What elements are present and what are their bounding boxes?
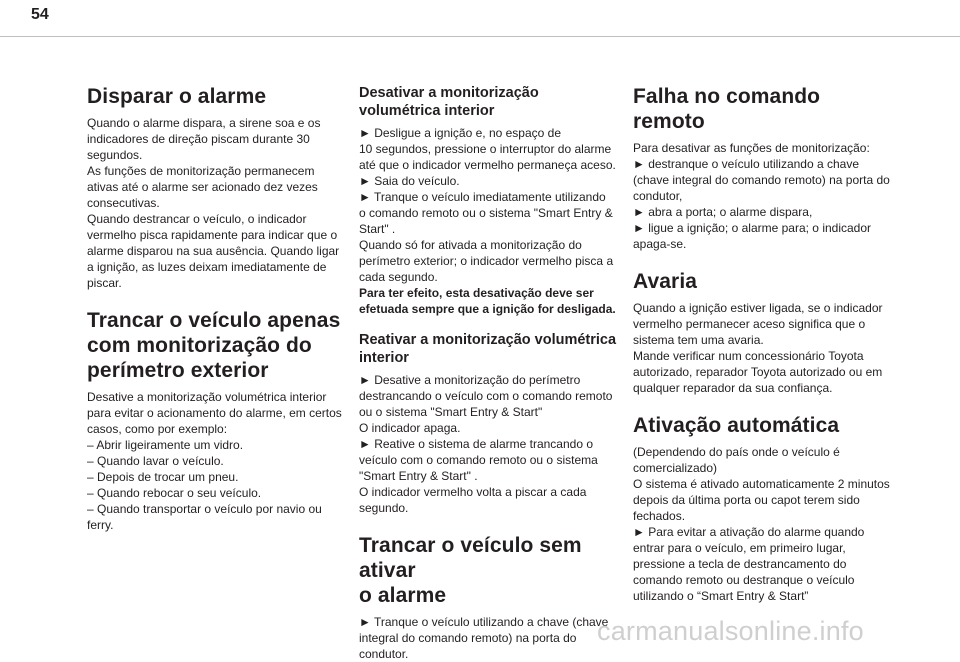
paragraph-desativar-volumetrica: ► Desligue a ignição e, no espaço de 10 segundos, pressione o interruptor do alarme até que o indicador vermelho permaneça aceso. ► Saia do veículo. ► Tranque o veículo imediatamente utilizando o comando remoto ou o sistema "Smart Entry & Start" . Quando só for ativada a monitorização do perímetro exterior; o indicador vermelho pisca a cada segundo. [359, 126, 616, 284]
heading-trancar-sem-alarme: Trancar o veículo sem ativar o alarme [359, 534, 582, 607]
heading-avaria: Avaria [633, 270, 698, 293]
heading-reativar-volumetrica: Reativar a monitorização volumétrica interior [359, 332, 617, 366]
paragraph-trancar-perimetro: Desative a monitorização volumétrica interior para evitar o acionamento do alarme, em certos casos, como por exemplo: – Abrir ligeiramente um vidro. – Quando lavar o veículo. – Depois de trocar um pneu. – Quando rebocar o seu veículo. – Quando transportar o veículo por navio ou ferry. [87, 390, 342, 532]
heading-desativar-volumetrica: Desativar a monitorização volumétrica interior [359, 85, 539, 119]
column-2 [359, 84, 617, 662]
header-divider [0, 36, 960, 37]
heading-disparar-alarme: Disparar o alarme [87, 85, 267, 108]
paragraph-ativacao-automatica: (Dependendo do país onde o veículo é comercializado) O sistema é ativado automaticamente 2 minutos depois da última porta ou capot terem sido fechados. ► Para evitar a ativação do alarme quando entrar para o veículo, em primeiro lugar, pressione a tecla de destrancamento do comando remoto ou destranque o veículo utilizando o “Smart Entry & Start” [633, 445, 890, 603]
heading-trancar-perimetro: Trancar o veículo apenas com monitorização do perímetro exterior [87, 309, 341, 382]
heading-falha-comando: Falha no comando remoto [633, 85, 821, 133]
heading-ativacao-automatica: Ativação automática [633, 414, 840, 437]
paragraph-falha-comando: Para desativar as funções de monitorização: ► destranque o veículo utilizando a chave (chave integral do comando remoto) na porta do condutor, ► abra a porta; o alarme dispara, ► ligue a ignição; o alarme para; o indicador apaga-se. [633, 141, 890, 251]
watermark: carmanualsonline.info [597, 616, 864, 646]
page-number: 54 [31, 6, 49, 23]
paragraph-reativar-volumetrica: ► Desative a monitorização do perímetro destrancando o veículo com o comando remoto ou o sistema "Smart Entry & Start" O indicador apaga. ► Reative o sistema de alarme trancando o veículo com o comando remoto ou o sistema "Smart Entry & Start" . O indicador vermelho volta a piscar a cada segundo. [359, 373, 613, 515]
column-3 [633, 84, 895, 604]
paragraph-disparar-alarme: Quando o alarme dispara, a sirene soa e os indicadores de direção piscam durante 30 segundos. As funções de monitorização permanecem ativas até o alarme ser acionado dez vezes consecutivas. Quando destrancar o veículo, o indicador vermelho pisca rapidamente para indicar que o alarme disparou na sua ausência. Quando ligar a ignição, as luzes deixam imediatamente de piscar. [87, 116, 340, 290]
paragraph-trancar-sem-alarme: ► Tranque o veículo utilizando a chave (chave integral do comando remoto) na porta do condutor. [359, 615, 609, 661]
note-desativacao: Para ter efeito, esta desativação deve ser efetuada sempre que a ignição for desligada. [359, 286, 616, 316]
paragraph-avaria: Quando a ignição estiver ligada, se o indicador vermelho permanecer aceso significa que o sistema tem uma avaria. Mande verificar num concessionário Toyota autorizado, reparador Toyota autorizado ou em qualquer reparador da sua confiança. [633, 301, 883, 395]
column-1 [87, 84, 353, 533]
